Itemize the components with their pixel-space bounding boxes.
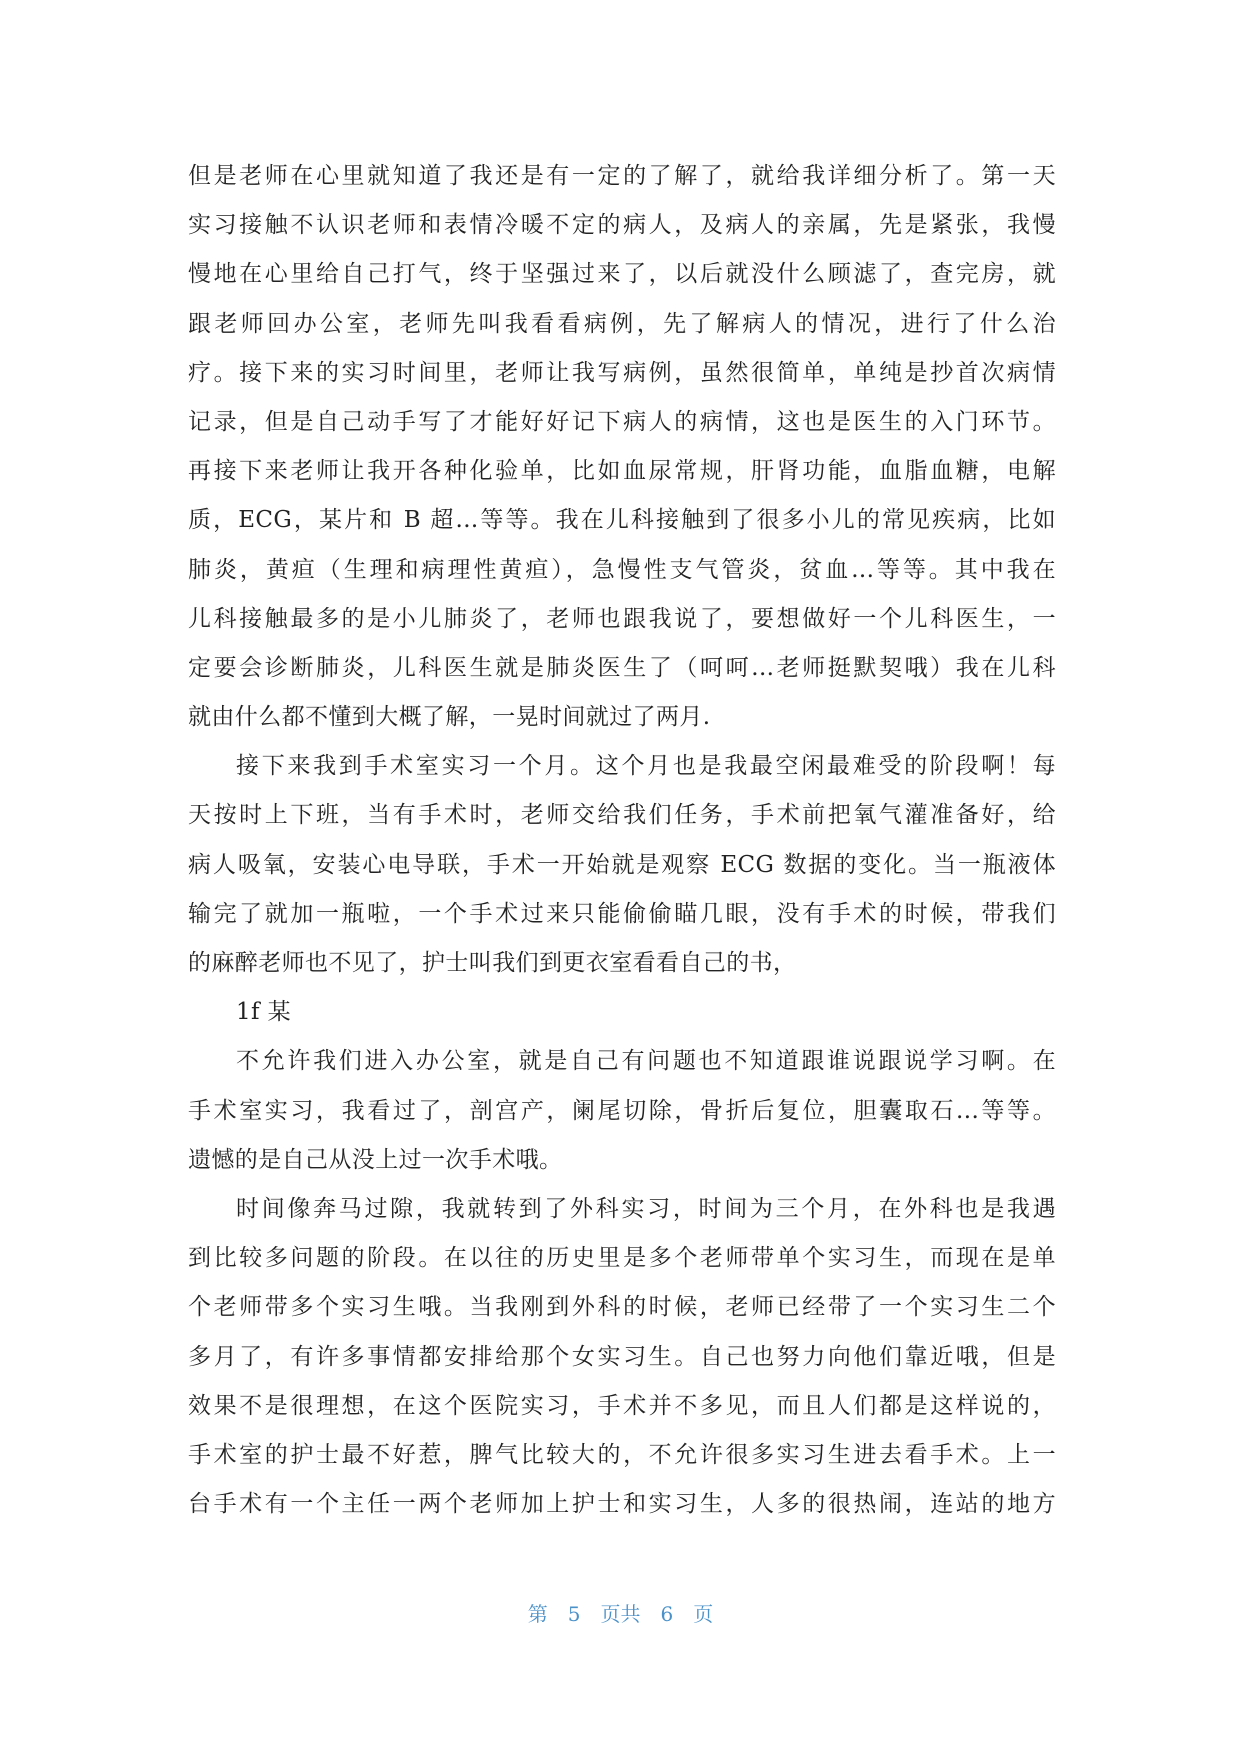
text-line: 肺炎，黄疸（生理和病理性黄疸），急慢性支气管炎，贫血...等等。其中我在 <box>188 556 1056 583</box>
text-line: 疗。接下来的实习时间里，老师让我写病例，虽然很简单，单纯是抄首次病情 <box>188 359 1056 386</box>
text-line: 台手术有一个主任一两个老师加上护士和实习生，人多的很热闹，连站的地方 <box>188 1491 1056 1518</box>
text-line: 但是老师在心里就知道了我还是有一定的了解了，就给我详细分析了。第一天 <box>188 163 1056 189</box>
text-line: 慢地在心里给自己打气，终于坚强过来了，以后就没什么顾滤了，查完房，就 <box>188 261 1056 288</box>
text-line: 遗憾的是自己从没上过一次手术哦。 <box>188 1146 563 1173</box>
paragraph <box>188 1185 1056 1529</box>
paragraph <box>188 152 1056 742</box>
text-line: 效果不是很理想，在这个医院实习，手术并不多见，而且人们都是这样说的， <box>188 1392 1056 1419</box>
text-line: 接下来我到手术室实习一个月。这个月也是我最空闲最难受的阶段啊！每 <box>236 753 1056 780</box>
text-line: 实习接触不认识老师和表情冷暖不定的病人，及病人的亲属，先是紧张，我慢 <box>188 212 1056 239</box>
footer-suffix: 页 <box>693 1602 714 1626</box>
text-line: 跟老师回办公室，老师先叫我看看病例，先了解病人的情况，进行了什么治 <box>188 310 1056 337</box>
text-line: 儿科接触最多的是小儿肺炎了，老师也跟我说了，要想做好一个儿科医生，一 <box>188 605 1056 632</box>
paragraph <box>188 742 1056 988</box>
footer-middle: 页共 <box>600 1602 641 1626</box>
text-line: 就由什么都不懂到大概了解，一晃时间就过了两月. <box>188 704 711 731</box>
text-line: 再接下来老师让我开各种化验单，比如血尿常规，肝肾功能，血脂血糖，电解 <box>188 458 1056 485</box>
text-line: 记录，但是自己动手写了才能好好记下病人的病情，这也是医生的入门环节。 <box>188 408 1056 435</box>
text-line: 多月了，有许多事情都安排给那个女实习生。自己也努力向他们靠近哦，但是 <box>188 1343 1056 1370</box>
text-line: 到比较多问题的阶段。在以往的历史里是多个老师带单个实习生，而现在是单 <box>188 1245 1056 1272</box>
text-line: 天按时上下班，当有手术时，老师交给我们任务，手术前把氧气灌准备好，给 <box>188 802 1056 829</box>
paragraph <box>188 1037 1056 1185</box>
text-line: 手术室的护士最不好惹，脾气比较大的，不允许很多实习生进去看手术。上一 <box>188 1441 1056 1468</box>
text-line: 的麻醉老师也不见了，护士叫我们到更衣室看看自己的书， <box>188 950 797 976</box>
current-page-number: 5 <box>567 1602 581 1626</box>
text-line: 1f 某 <box>236 999 292 1026</box>
text-line: 手术室实习，我看过了，剖宫产，阑尾切除，骨折后复位，胆囊取石...等等。 <box>188 1097 1056 1124</box>
text-line: 输完了就加一瓶啦，一个手术过来只能偷偷瞄几眼，没有手术的时候，带我们 <box>188 900 1056 927</box>
body-text <box>188 152 1056 1529</box>
footer-prefix: 第 <box>527 1602 548 1626</box>
text-line: 个老师带多个实习生哦。当我刚到外科的时候，老师已经带了一个实习生二个 <box>188 1294 1056 1321</box>
text-line: 定要会诊断肺炎，儿科医生就是肺炎医生了（呵呵...老师挺默契哦）我在儿科 <box>188 654 1056 681</box>
text-line: 质，ECG，某片和 B 超...等等。我在儿科接触到了很多小儿的常见疾病，比如 <box>188 507 1056 534</box>
text-line: 病人吸氧，安装心电导联，手术一开始就是观察 ECG 数据的变化。当一瓶液体 <box>188 851 1056 878</box>
page-footer <box>0 1598 1241 1627</box>
text-line: 时间像奔马过隙，我就转到了外科实习，时间为三个月，在外科也是我遇 <box>236 1195 1056 1222</box>
paragraph <box>188 988 1056 1037</box>
total-pages-number: 6 <box>660 1602 674 1626</box>
text-line: 不允许我们进入办公室，就是自己有问题也不知道跟谁说跟说学习啊。在 <box>236 1048 1056 1075</box>
